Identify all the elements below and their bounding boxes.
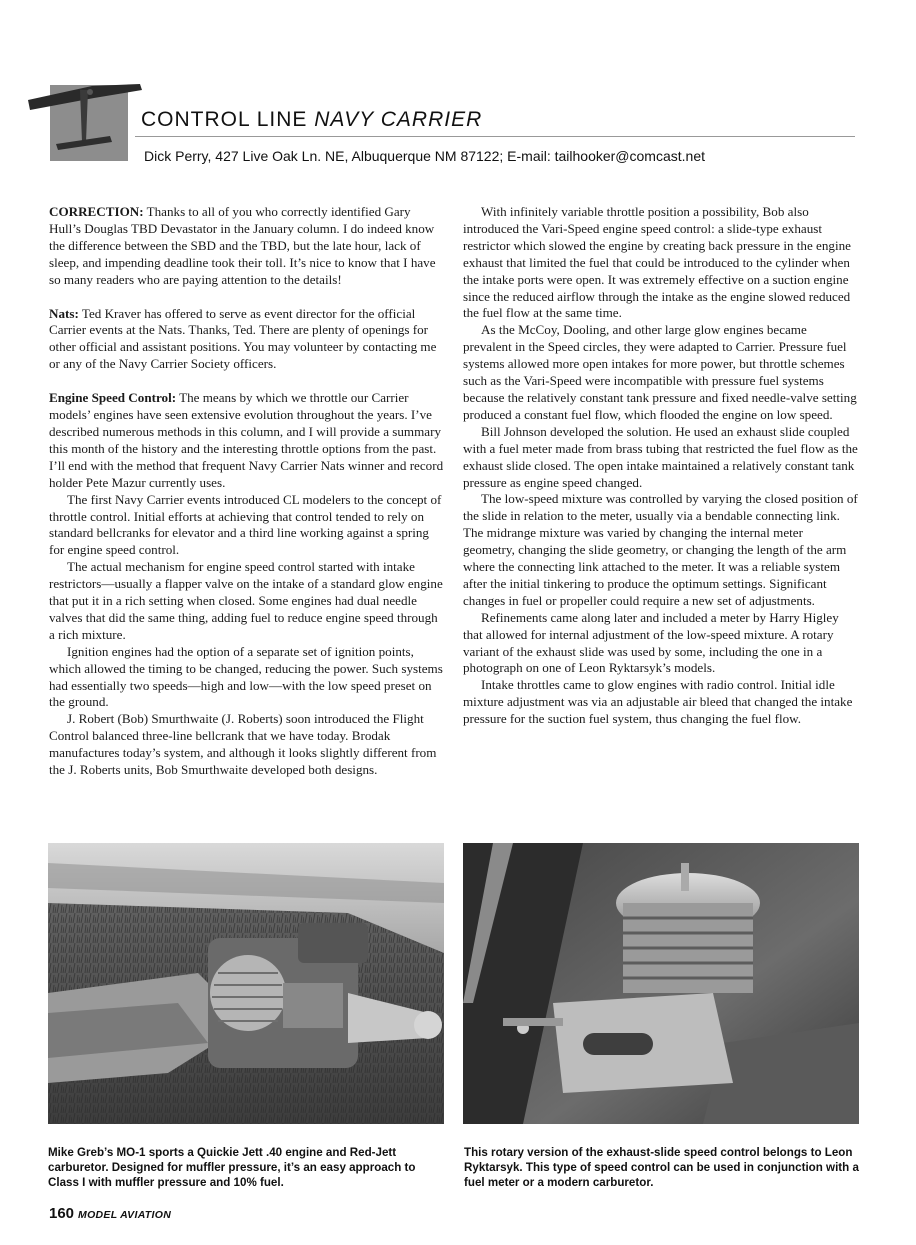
caption-right: This rotary version of the exhaust-slide speed control belongs to Leon Ryktarsyk. This type of speed control can be used in conjunction with a fuel meter or a modern carburetor. (464, 1146, 859, 1189)
body-paragraph: The first Navy Carrier events introduced CL modelers to the concept of throttle control. Initial efforts at achieving that control tended to rely on standard bellcranks for elevator and a third line working against a spring for engine speed control. (49, 491, 442, 558)
title-emphasis: NAVY CARRIER (314, 108, 483, 131)
correction-paragraph (49, 204, 444, 289)
correction-label: CORRECTION: (49, 204, 144, 219)
photo-engine-on-grass (48, 843, 444, 1124)
engine-speed-text: The means by which we throttle our Carrier models’ engines have seen extensive evolution throughout the years. I’ve described numerous methods in this column, and I will provide a summary this month of the history and the interesting throttle options from the past. I’ll end with the method that frequent Navy Carrier Nats winner and record holder Pete Mazur currently uses. (49, 390, 444, 490)
page-number: 160 (49, 1205, 75, 1222)
column-title (141, 108, 482, 132)
body-paragraph: Bill Johnson developed the solution. He used an exhaust slide coupled with a fuel meter made from brass tubing that restricted the fuel flow as the exhaust slide closed. The open intake maintained a relatively constant tank pressure as engine speed changed. (463, 423, 858, 490)
caption-left: Mike Greb’s MO-1 sports a Quickie Jett .40 engine and Red-Jett carburetor. Designed for muffler pressure, it’s an easy approach to Class I with muffler pressure and 10% fuel. (48, 1146, 416, 1189)
right-column (463, 204, 858, 728)
page-footer (49, 1205, 171, 1223)
body-paragraph: With infinitely variable throttle position a possibility, Bob also introduced the Vari-Speed engine speed control: a slide-type exhaust restrictor which slowed the engine by creating back pressure in the engine exhaust that limited the fuel that could be introduced to the cylinder when the intake ports were open. It was extremely effective on a suction engine since the reduced airflow through the intake as the engine slowed reduced the fuel flow at the same time. (463, 204, 851, 321)
body-paragraph: Refinements came along later and included a meter by Harry Higley that allowed for internal adjustment of the low-speed mixture. A rotary variant of the exhaust slide was used by some, including the one in a photograph on one of Leon Ryktarsyk’s models. (463, 609, 839, 676)
body-paragraph: J. Robert (Bob) Smurthwaite (J. Roberts) soon introduced the Flight Control balanced three-line bellcrank that we have today. Brodak manufactures today’s system, and although it looks slightly different from the J. Roberts units, Bob Smurthwaite developed both designs. (49, 711, 437, 778)
body-paragraph: Intake throttles came to glow engines with radio control. Initial idle mixture adjustment was via an adjustable air bleed that changed the intake pressure for the suction fuel system, thus changing the fuel flow. (463, 677, 853, 727)
body-paragraph: As the McCoy, Dooling, and other large glow engines became prevalent in the Speed circles, they were adapted to Carrier. Pressure fuel systems allowed more open intakes for more power, but throttle schemes such as the Vari-Speed were incompatible with pressure fuel systems because the relatively constant tank pressure and fixed needle-valve setting produced a constant fuel flow, which flooded the engine on low speed. (463, 322, 857, 422)
body-paragraph: The low-speed mixture was controlled by varying the closed position of the slide in relation to the meter, usually via a bendable connecting link. The midrange mixture was varied by changing the internal meter geometry, changing the slide geometry, or changing the length of the arm where the connecting link attached to the meter. It was a reliable system after the initial tinkering to produce the optimum settings. Significant changes in fuel or propeller could require a new set of adjustments. (463, 491, 858, 608)
correction-text: Thanks to all of you who correctly identified Gary Hull’s Douglas TBD Devastator in the January column. I do indeed know the difference between the SBD and the TBD, but the late hour, lack of sleep, and impending deadline took their toll. It’s nice to know that I have so many readers who are paying attention to the details! (49, 204, 436, 287)
nats-paragraph (49, 306, 444, 374)
nats-label: Nats: (49, 305, 79, 321)
body-paragraph: The actual mechanism for engine speed control started with intake restrictors—usually a flapper valve on the intake of a standard glow engine that put it in a rich setting when closed. Some engines had dual needle valves that did the same thing, adding fuel to reduce engine speed through a rich mixture. (49, 559, 443, 642)
author-byline: Dick Perry, 427 Live Oak Ln. NE, Albuquerque NM 87122; E-mail: tailhooker@comcast.net (144, 148, 705, 164)
engine-speed-label: Engine Speed Control: (49, 390, 177, 406)
nats-text: Ted Kraver has offered to serve as event director for the official Carrier events at the Nats. Thanks, Ted. There are plenty of openings for other official and assistant positions. You may volunteer by contacting me or any of the Navy Carrier Society officers. (49, 305, 437, 372)
body-paragraph: Ignition engines had the option of a separate set of ignition points, which allowed the timing to be changed, reducing the power. Such systems had essentially two speeds—high and low—with the low speed preset on the ground. (49, 643, 443, 710)
title-rule (135, 136, 855, 137)
engine-speed-paragraph (49, 390, 444, 491)
magazine-name: MODEL AVIATION (78, 1209, 172, 1221)
airplane-icon (22, 80, 152, 170)
left-column (49, 204, 444, 779)
photo-rotary-speed-control (463, 843, 859, 1124)
title-prefix: CONTROL LINE (141, 108, 315, 131)
